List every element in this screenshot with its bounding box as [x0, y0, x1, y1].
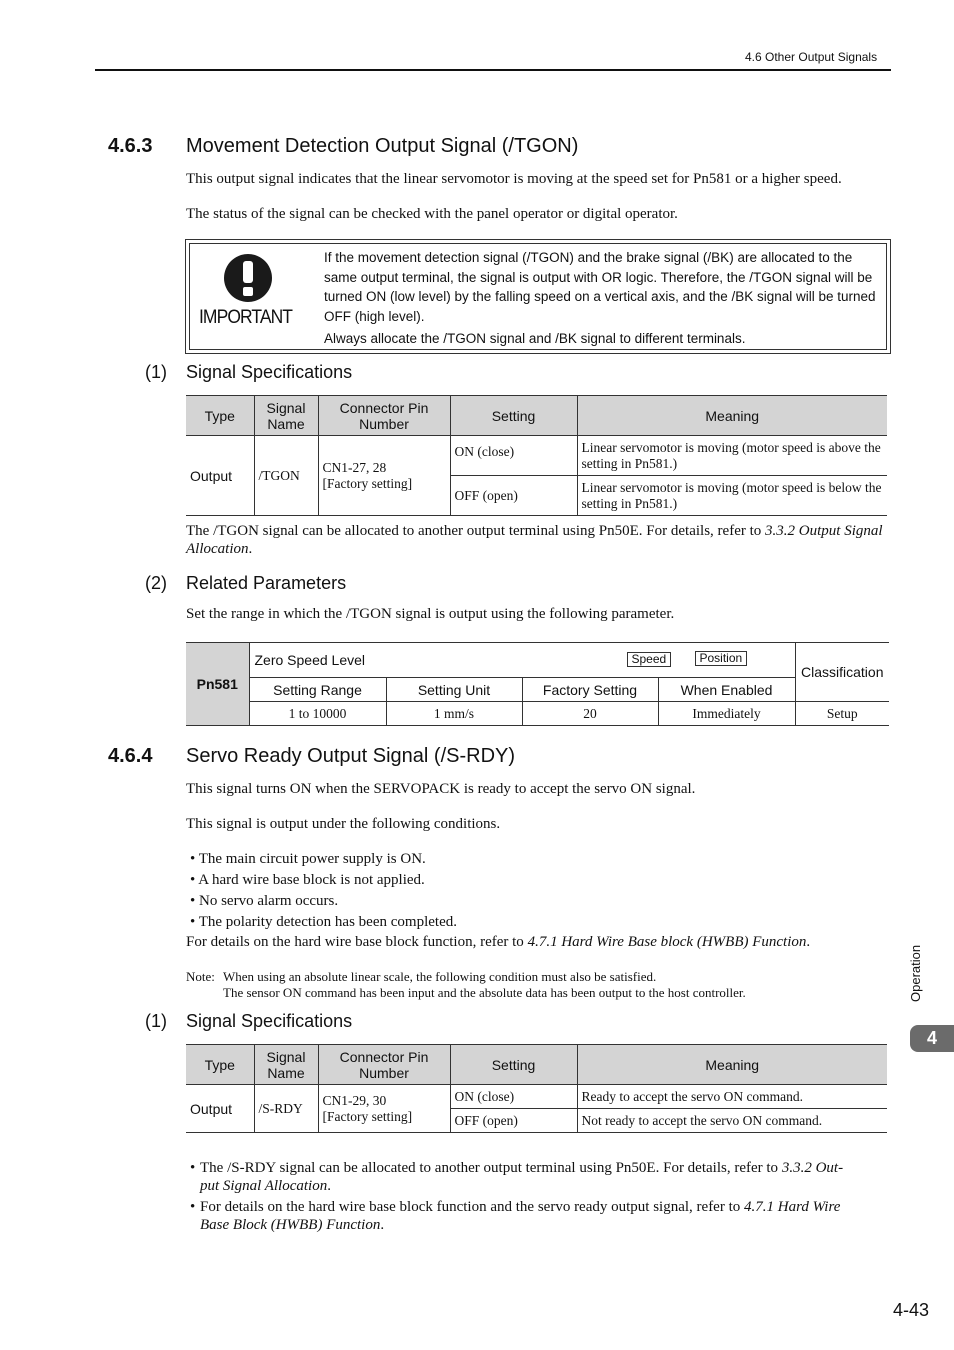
subsection-number: (1)	[145, 362, 167, 382]
list-item-text	[200, 1198, 840, 1234]
section-title: Movement Detection Output Signal (/TGON)	[186, 135, 579, 157]
allocation-note	[186, 522, 891, 558]
table-header: Setting Range	[249, 678, 386, 702]
table-header: Setting Unit	[386, 678, 522, 702]
type-cell: Output	[186, 436, 254, 516]
side-label: Operation	[908, 944, 923, 1002]
important-text	[324, 248, 888, 349]
section-number: 4.6.4	[108, 745, 153, 767]
cross-reference: 3.3.2 Output Signal Allocation	[186, 523, 883, 557]
section-title: Servo Ready Output Signal (/S-RDY)	[186, 745, 516, 767]
note-label: Note:	[186, 969, 215, 984]
note-text: .	[248, 541, 253, 557]
setting-cell: OFF (open)	[450, 476, 577, 516]
setting-range: 1 to 10000	[249, 702, 386, 726]
list-item: • The /S-RDY signal can be allocated to another output terminal using Pn50E. For details, refer to 3.3.2 Out- put Signal Allocation.	[190, 1160, 844, 1194]
position-badge: Position	[695, 651, 748, 666]
table-header: Connector Pin Number	[318, 1045, 450, 1085]
table-header: Signal Name	[254, 1045, 318, 1085]
note-text: The /TGON signal can be allocated to another output terminal using Pn50E. For details, refer to	[186, 523, 766, 539]
list-item: • No servo alarm occurs.	[190, 893, 339, 909]
meaning-cell: Linear servomotor is moving (motor speed is above the setting in Pn581.)	[577, 436, 887, 476]
setting-cell: ON (close)	[450, 436, 577, 476]
table-row	[186, 1085, 887, 1109]
paragraph: This output signal indicates that the linear servomotor is moving at the speed set for Pn581 or a higher speed.	[186, 171, 842, 187]
note-text: For details on the hard wire base block function and the servo ready output signal, refer to	[200, 1199, 745, 1215]
reference-text: For details on the hard wire base block function, refer to	[186, 934, 528, 950]
paragraph: This signal is output under the following conditions.	[186, 816, 501, 832]
cross-reference: 4.7.1 Hard Wire Base block (HWBB) Function	[527, 934, 807, 950]
subsection-title: Signal Specifications	[186, 362, 353, 382]
signal-cell: /S-RDY	[254, 1085, 318, 1133]
meaning-cell: Ready to accept the servo ON command.	[577, 1085, 887, 1109]
page-number: 4-43	[893, 1300, 930, 1320]
speed-badge: Speed	[627, 652, 672, 667]
bullet-note-list	[190, 1159, 890, 1234]
parameter-name: Zero Speed Level	[254, 652, 366, 668]
important-label: IMPORTANT	[199, 307, 293, 328]
signal-spec-table-srdy	[186, 1044, 887, 1133]
running-header: 4.6 Other Output Signals	[745, 50, 878, 64]
when-enabled: Immediately	[658, 702, 795, 726]
meaning-cell: Linear servomotor is moving (motor speed is below the setting in Pn581.)	[577, 476, 887, 516]
note-text: .	[327, 1178, 331, 1194]
classification-value: Setup	[795, 702, 889, 726]
setting-cell: ON (close)	[450, 1085, 577, 1109]
setting-unit: 1 mm/s	[386, 702, 522, 726]
table-header: Connector Pin Number	[318, 396, 450, 436]
table-header: Meaning	[577, 396, 887, 436]
factory-setting: 20	[522, 702, 658, 726]
meaning-cell: Not ready to accept the servo ON command.	[577, 1109, 887, 1133]
subsection-title: Related Parameters	[186, 573, 347, 593]
pin-cell	[318, 436, 450, 516]
parameter-table-pn581	[186, 642, 889, 726]
list-item: • A hard wire base block is not applied.	[190, 872, 425, 888]
list-item-text: The main circuit power supply is ON.	[198, 851, 426, 867]
cross-reference: 3.3.2 Out-	[781, 1160, 844, 1176]
important-paragraph: Always allocate the /TGON signal and /BK signal to different terminals.	[324, 331, 746, 346]
cross-reference: put Signal Allocation	[200, 1178, 328, 1194]
table-header: Type	[186, 1045, 254, 1085]
important-box	[185, 239, 891, 354]
table-header: Meaning	[577, 1045, 887, 1085]
condition-list	[190, 850, 890, 934]
paragraph: This signal turns ON when the SERVOPACK is ready to accept the servo ON signal.	[186, 781, 696, 797]
type-cell: Output	[186, 1085, 254, 1133]
classification-label: Classification	[795, 643, 889, 702]
important-paragraph: If the movement detection signal (/TGON) and the brake signal (/BK) are allocated to the same output terminal, the signal is output with OR logic. Therefore, the /TGON signal will be turned ON (low level) by the falling speed on a vertical axis, and the /BK signal will be turned OFF (high level).	[324, 250, 876, 324]
list-item: • The polarity detection has been completed.	[190, 914, 457, 930]
hwbb-reference	[186, 933, 891, 951]
list-item-text: The polarity detection has been completed.	[198, 914, 457, 930]
reference-text: .	[806, 934, 811, 950]
cross-reference: 4.7.1 Hard Wire	[744, 1199, 841, 1215]
signal-cell: /TGON	[254, 436, 318, 516]
exclamation-icon	[224, 254, 272, 302]
parameter-number: Pn581	[186, 643, 249, 726]
note-line: When using an absolute linear scale, the following condition must also be satisfied.	[223, 969, 657, 984]
note-text: .	[380, 1217, 385, 1233]
note-text: The /S-RDY signal can be allocated to another output terminal using Pn50E. For details, refer to	[200, 1160, 782, 1176]
section-number: 4.6.3	[108, 135, 153, 157]
parameter-name-cell	[249, 643, 795, 678]
table-header: Signal Name	[254, 396, 318, 436]
subsection-number: (2)	[145, 573, 167, 593]
pin-note: [Factory setting]	[322, 1108, 413, 1124]
table-header: Setting	[450, 1045, 577, 1085]
table-header: When Enabled	[658, 678, 795, 702]
pin-note: [Factory setting]	[322, 475, 413, 491]
table-header: Factory Setting	[522, 678, 658, 702]
header-rule	[95, 69, 891, 71]
chapter-tab: 4	[910, 1025, 954, 1052]
pin-number: CN1-29, 30	[322, 1092, 387, 1108]
table-header: Type	[186, 396, 254, 436]
list-item-text: No servo alarm occurs.	[199, 893, 339, 909]
pin-number: CN1-27, 28	[322, 459, 387, 475]
list-item-text: A hard wire base block is not applied.	[198, 872, 425, 888]
section-463-heading	[108, 135, 152, 158]
table-row	[186, 436, 887, 476]
cross-reference: Base Block (HWBB) Function	[200, 1217, 381, 1233]
paragraph: The status of the signal can be checked with the panel operator or digital operator.	[186, 206, 678, 222]
table-row	[186, 702, 889, 726]
note-line: The sensor ON command has been input and the absolute data has been output to the host controller.	[223, 985, 746, 1000]
pin-cell	[318, 1085, 450, 1133]
list-item: • The main circuit power supply is ON.	[190, 851, 426, 867]
paragraph: Set the range in which the /TGON signal is output using the following parameter.	[186, 606, 675, 622]
signal-spec-table-tgon	[186, 395, 887, 516]
subsection-title: Signal Specifications	[186, 1011, 353, 1031]
subsection-number: (1)	[145, 1011, 167, 1031]
important-box-inner	[189, 243, 887, 350]
table-header: Setting	[450, 396, 577, 436]
setting-cell: OFF (open)	[450, 1109, 577, 1133]
list-item-text	[200, 1159, 843, 1195]
list-item: • For details on the hard wire base block function and the servo ready output signal, refer to 4.7.1 Hard Wire Base Block (HWBB) Function.	[190, 1199, 841, 1233]
